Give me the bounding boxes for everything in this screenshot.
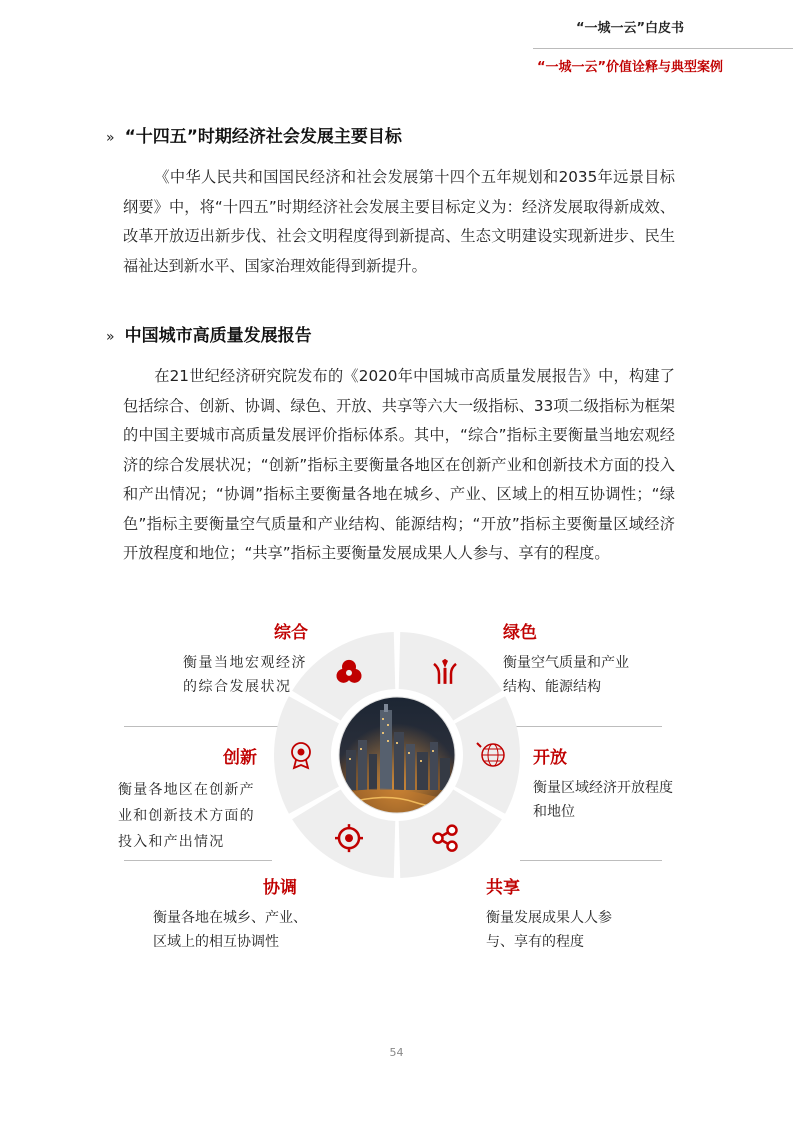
section-bullet-icon: » [106, 329, 115, 345]
indicator-desc-zonghe: 衡量当地宏观经济的综合发展状况 [183, 655, 307, 695]
indicator-desc-kaifang: 衡量区域经济开放程度和地位 [533, 780, 673, 820]
indicator-desc-xietiao: 衡量各地在城乡、产业、区域上的相互协调性 [153, 910, 307, 950]
header-divider [533, 48, 793, 49]
indicator-title-lvse: 绿色 [503, 623, 537, 643]
section-heading-goals [106, 122, 402, 147]
page-number: 54 [389, 1046, 404, 1059]
section-paragraph-report: 在21世纪经济研究院发布的《2020年中国城市高质量发展报告》中，构建了包括综合、创新、协调、绿色、开放、共享等六大一级指标、33项二级指标为框架的中国主要城市高质量发展评价指标体系。其中，“综合”指标主要衡量当地宏观经济的综合发展状况；“创新”指标主要衡量各地区在创新产业和创新技术方面的投入和产出情况；“协调”指标主要衡量各地在城乡、产业、区域上的相互协调性；“绿色”指标主要衡量空气质量和产业结构、能源结构；“开放”指标主要衡量区域经济开放程度和地位；“共享”指标主要衡量发展成果人人参与、享有的程度。 [123, 367, 675, 562]
divider-line [520, 860, 662, 861]
indicator-title-kaifang: 开放 [533, 748, 567, 768]
chapter-title: “一城一云”价值诠释与典型案例 [536, 60, 724, 75]
section-heading-text: “十四五”时期经济社会发展主要目标 [124, 127, 402, 147]
indicator-desc-chuangxin: 衡量各地区在创新产业和创新技术方面的投入和产出情况 [118, 782, 255, 850]
indicator-title-zonghe: 综合 [274, 623, 308, 643]
indicator-desc-gongxiang: 衡量发展成果人人参与、享有的程度 [486, 910, 612, 950]
section-heading-text: 中国城市高质量发展报告 [124, 326, 312, 346]
divider-line [124, 726, 284, 727]
indicator-title-xietiao: 协调 [263, 878, 297, 898]
section-paragraph-goals: 《中华人民共和国国民经济和社会发展第十四个五年规划和2035年远景目标纲要》中，将“十四五”时期经济社会发展主要目标定义为：经济发展取得新成效、改革开放迈出新步伐、社会文明程度得到新提高、生态文明建设实现新进步、民生福祉达到新水平、国家治理效能得到新提升。 [123, 168, 675, 275]
indicator-title-chuangxin: 创新 [223, 748, 257, 768]
section-bullet-icon: » [106, 130, 115, 146]
indicator-wheel [274, 632, 520, 878]
wheel-segment [274, 696, 339, 813]
document-title: “一城一云”白皮书 [575, 21, 685, 36]
divider-line [124, 860, 272, 861]
indicator-title-gongxiang: 共享 [486, 878, 520, 898]
divider-line [508, 726, 662, 727]
indicator-desc-lvse: 衡量空气质量和产业结构、能源结构 [503, 655, 629, 695]
section-heading-report [106, 321, 312, 346]
